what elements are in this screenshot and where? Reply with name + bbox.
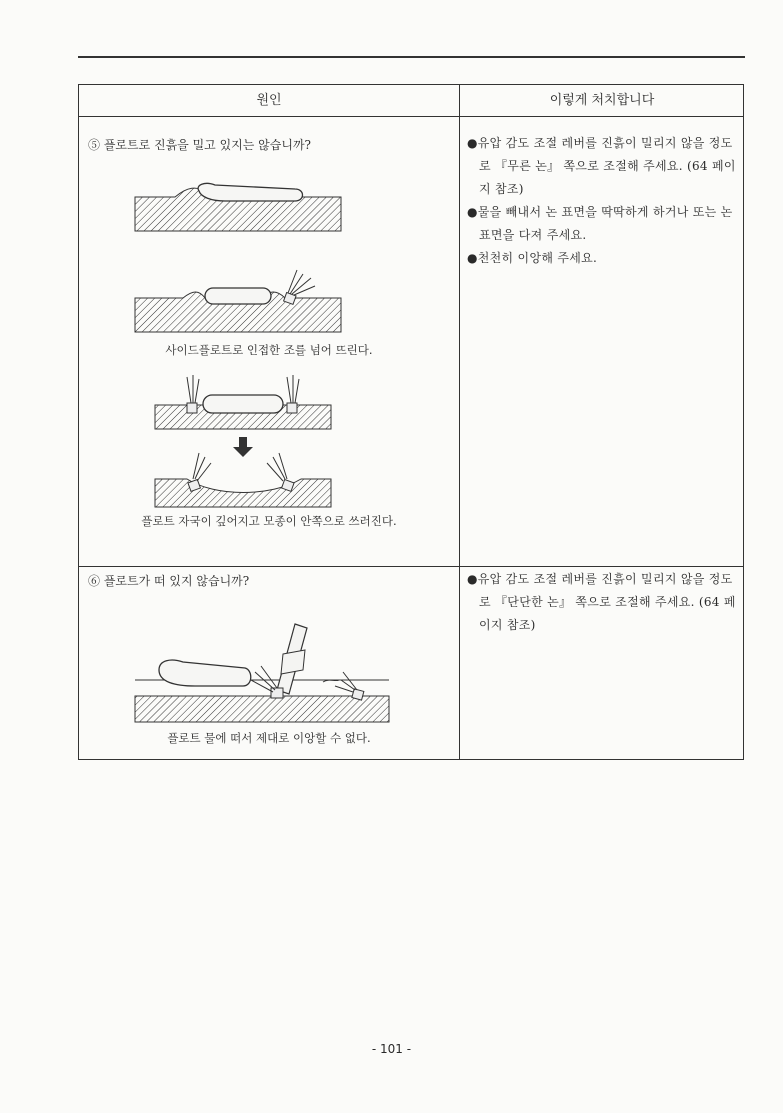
remedy-item: ●유압 감도 조절 레버를 진흙이 밀리지 않을 정도로 『무른 논』 쪽으로 조절해 주세요. (64 페이지 참조) [467, 136, 736, 196]
float-pushing-mud-figure [135, 183, 345, 231]
remedy-item: ●물을 빼내서 논 표면을 딱딱하게 하거나 또는 논 표면을 다져 주세요. [467, 205, 733, 242]
header-divider [79, 116, 743, 117]
header-cause: 원인 [256, 93, 282, 108]
top-rule [78, 56, 745, 58]
remedy-item: ●유압 감도 조절 레버를 진흙이 밀리지 않을 정도로 『단단한 논』 쪽으로 조절해 주세요. (64 페이지 참조) [467, 572, 736, 632]
cause-6: ⑥ 플로트가 떠 있지 않습니까? [88, 574, 250, 588]
column-divider [459, 85, 460, 759]
float-rut-figure [155, 373, 331, 513]
page-number: - 101 - [371, 1042, 412, 1056]
caption-float-rut: 플로트 자국이 깊어지고 모종이 안쪽으로 쓰러진다. [141, 514, 397, 528]
caption-floating-float: 플로트 물에 떠서 제대로 이앙할 수 없다. [167, 731, 371, 745]
floating-float-figure [135, 620, 391, 725]
remedy-item: ●천천히 이앙해 주세요. [467, 251, 598, 265]
troubleshooting-table [78, 84, 744, 760]
remedy-list-5 [467, 132, 741, 270]
side-float-figure [135, 268, 345, 333]
cause-5: ⑤ 플로트로 진흙을 밀고 있지는 않습니까? [88, 138, 311, 152]
remedy-list-6 [467, 568, 741, 637]
row-divider [79, 566, 743, 567]
caption-side-float: 사이드플로트로 인접한 조를 넘어 뜨린다. [165, 343, 373, 357]
header-remedy: 이렇게 처치합니다 [549, 93, 655, 108]
